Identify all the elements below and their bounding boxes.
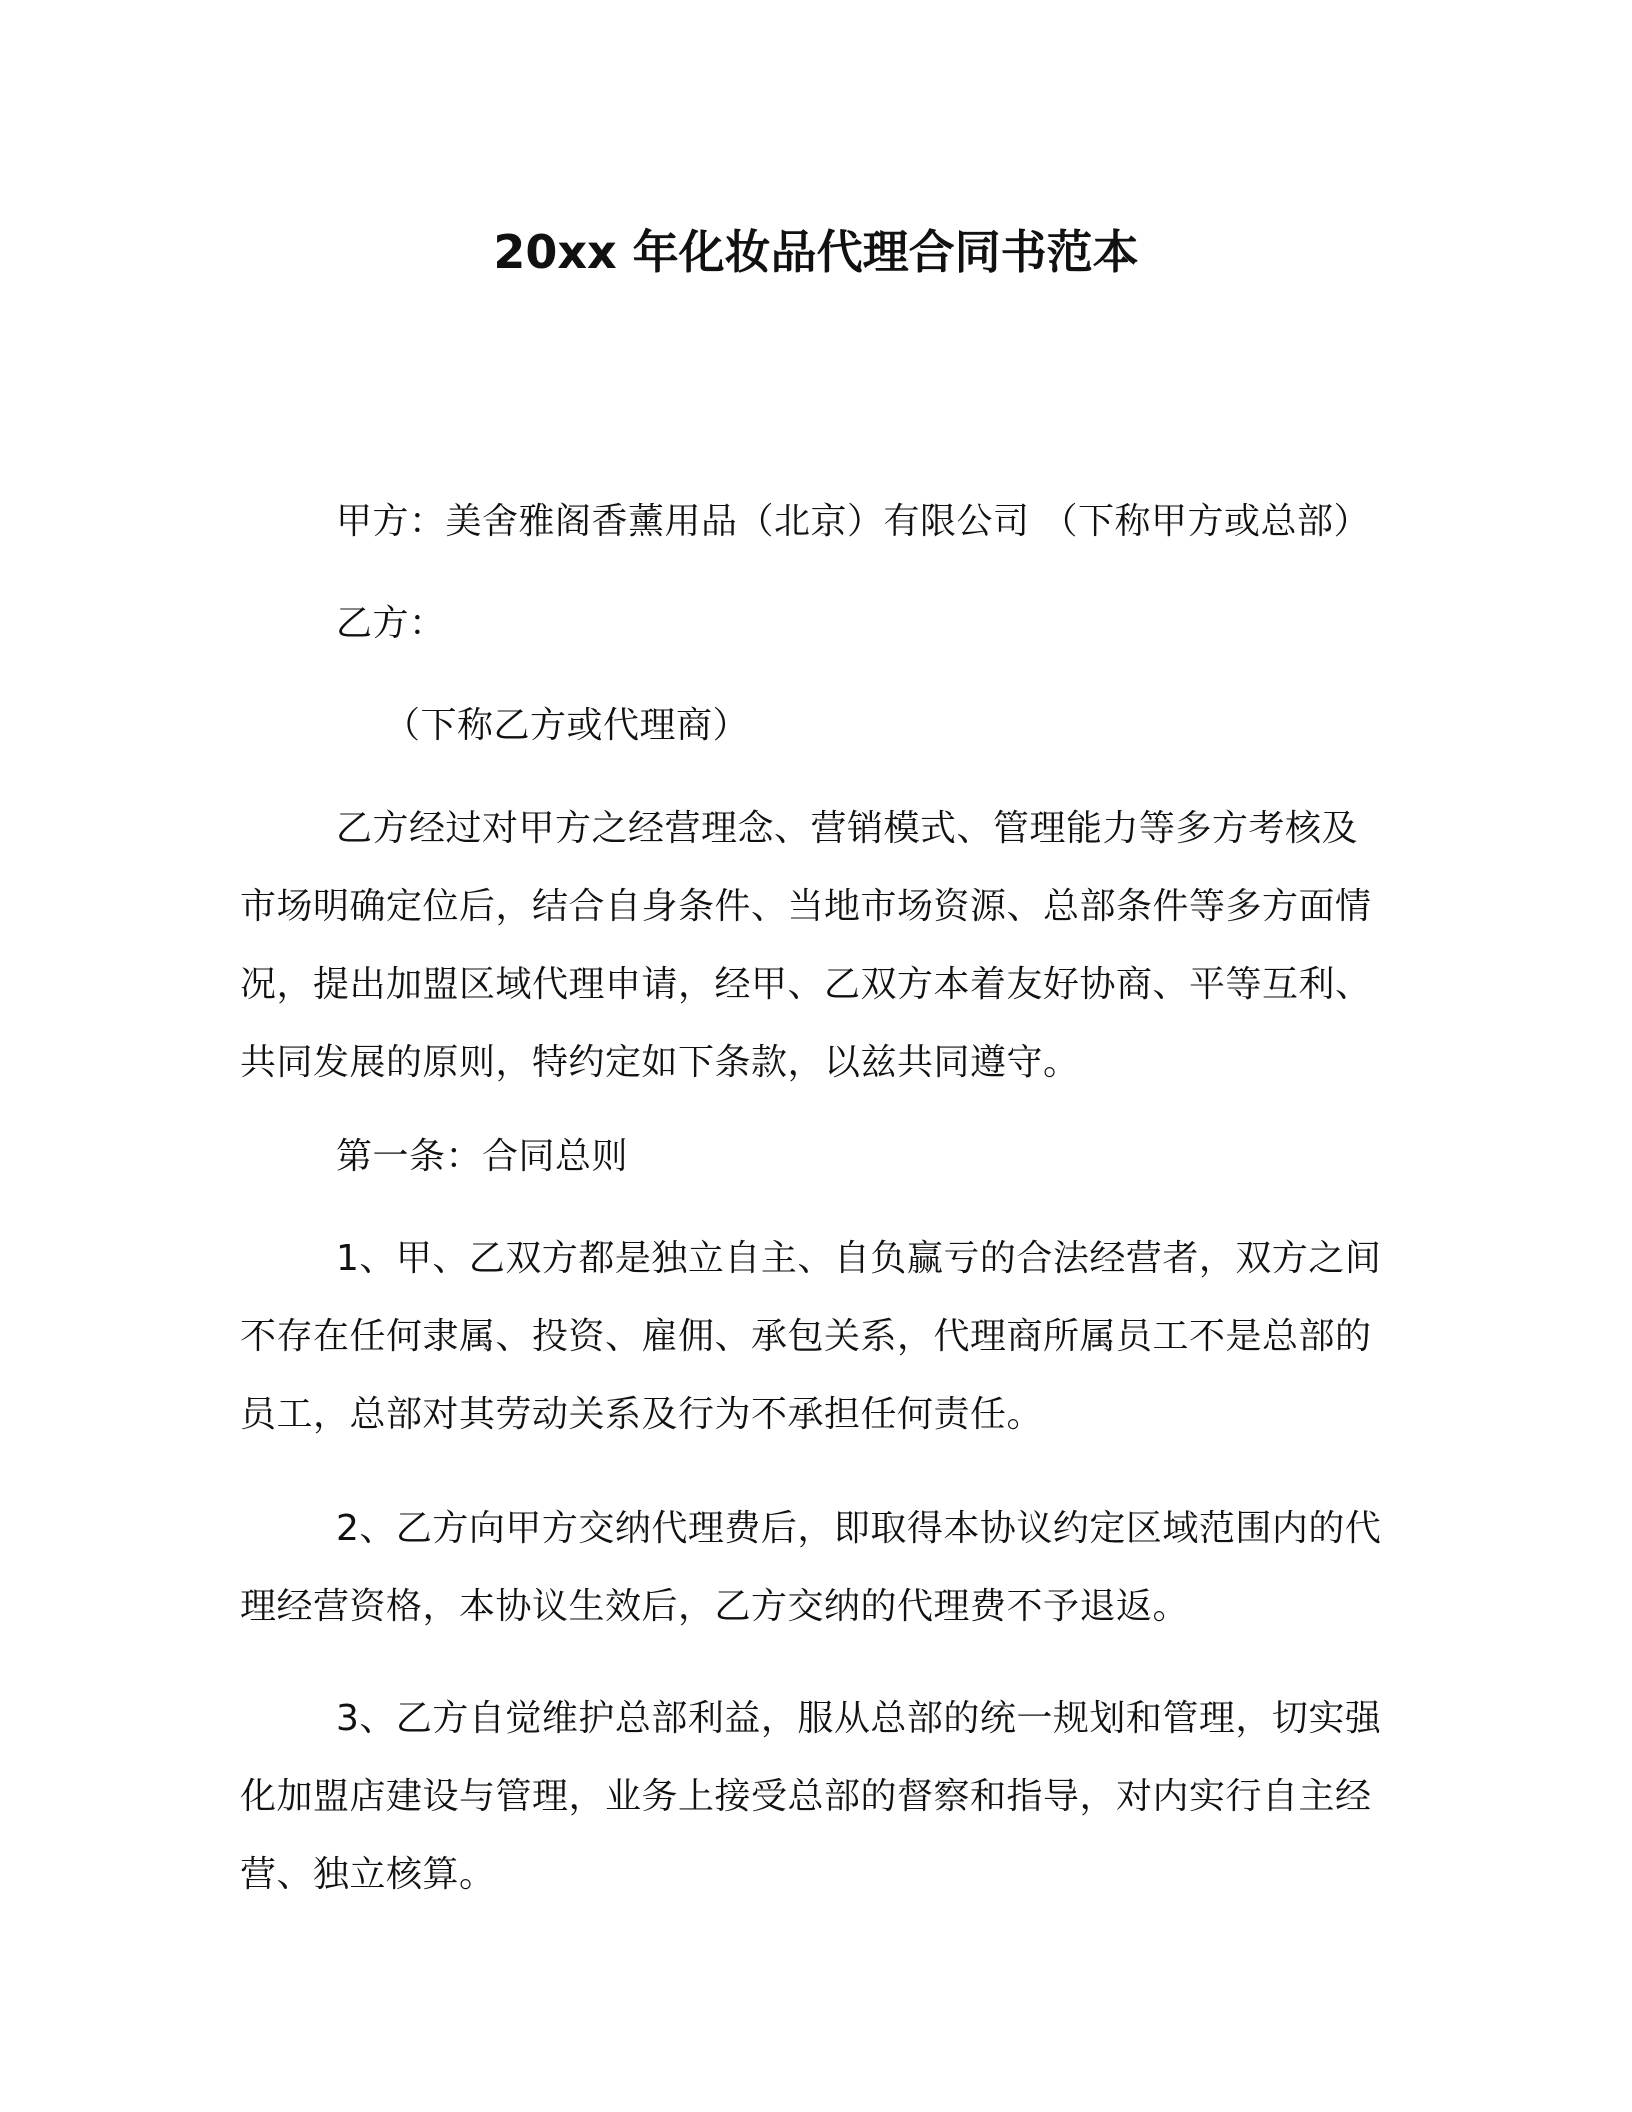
preamble-paragraph: 乙方经过对甲方之经营理念、营销模式、管理能力等多方考核及市场明确定位后，结合自身条件、当地市场资源、总部条件等多方面情况，提出加盟区域代理申请，经甲、乙双方本着友好协商、平等互利、共同发展的原则，特约定如下条款，以兹共同遵守。 [240, 808, 1372, 1083]
party-a-line: 甲方：美舍雅阁香薰用品（北京）有限公司 （下称甲方或总部） [336, 501, 1370, 542]
document-title: 20xx 年化妆品代理合同书范本 [493, 225, 1139, 279]
party-b-note: （下称乙方或代理商） [384, 705, 750, 746]
party-b-line: 乙方： [336, 603, 446, 644]
article-1-heading: 第一条：合同总则 [336, 1136, 629, 1177]
clause-1-paragraph: 1、甲、乙双方都是独立自主、自负赢亏的合法经营者，双方之间不存在任何隶属、投资、雇佣、承包关系，代理商所属员工不是总部的员工，总部对其劳动关系及行为不承担任何责任。 [240, 1238, 1382, 1435]
clause-2-paragraph: 2、乙方向甲方交纳代理费后，即取得本协议约定区域范围内的代理经营资格，本协议生效后，乙方交纳的代理费不予退返。 [240, 1508, 1382, 1627]
clause-3-paragraph: 3、乙方自觉维护总部利益，服从总部的统一规划和管理，切实强化加盟店建设与管理，业务上接受总部的督察和指导，对内实行自主经营、独立核算。 [240, 1698, 1382, 1895]
